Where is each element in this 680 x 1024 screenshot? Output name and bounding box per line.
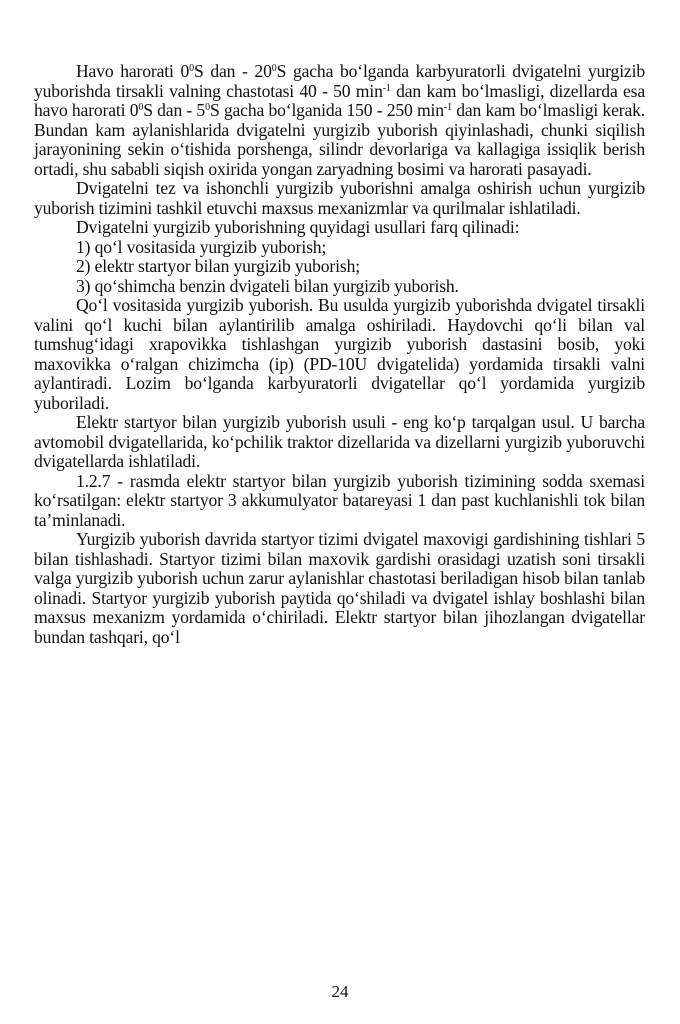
paragraph-4: Qo‘l vositasida yurgizib yuborish. Bu usulda yurgizib yuborishda dvigatel tirsakli valini qo‘l kuchi bilan aylantirilib amalga oshiriladi. Haydovchi qo‘li bilan val tumshug‘idagi xrapovikka tishlashgan yurgizib yuborish dastasini bosib, yoki maxovikka o‘ralgan chizimcha (ip) (PD-10U dvigatelida) yordamida tirsakli valni aylantiradi. Lozim bo‘lganda karbyuratorli dvigatellar qo‘l yordamida yurgizib yuboriladi.	[34, 295, 645, 413]
paragraph-3: Dvigatelni yurgizib yuborishning quyidagi usullari farq qilinadi:	[76, 217, 520, 237]
superscript: 0	[271, 63, 277, 74]
paragraph-5: Elektr startyor bilan yurgizib yuborish usuli - eng ko‘p tarqalgan usul. U barcha avtomobil dvigatellarida, ko‘pchilik traktor dizellarida va dizellarni yurgizib yuboruvchi dvigatellarda ishlatiladi.	[34, 412, 645, 471]
list-item: 1) qo‘l vositasida yurgizib yuborish;	[76, 236, 327, 257]
list-item: 2) elektr startyor bilan yurgizib yuborish;	[76, 256, 360, 276]
superscript: 0	[205, 102, 210, 113]
paragraph-7: Yurgizib yuborish davrida startyor tizimi dvigatel maxovigi gardishining tishlari 5 bilan tishlashadi. Startyor tizimi bilan maxovik gardishi orasidagi uzatish soni tirsakli valga yurgizib yuborish uchun zarur aylanishlar chastotasi beriladigan hisob bilan tanlab olinadi. Startyor yurgizib yuborish paytida qo‘shiladi va dvigatel ishlay boshlashi bilan maxsus mexanizm yordamida o‘chiriladi. Elektr startyor bilan jihozlangan dvigatellar bundan tashqari, qo‘l	[34, 529, 645, 647]
text-run: S dan - 5	[143, 100, 206, 120]
page-body	[34, 62, 645, 647]
superscript: 0	[189, 63, 194, 74]
superscript: -1	[382, 82, 391, 94]
text-run: S gacha bo‘lganda karbyuratorli dvigatelni yurgizib yuborishda tirsakli valning chastotasi 40 - 50 min	[34, 61, 645, 101]
text-run: dan kam bo‘lmasligi, dizellarda esa havo harorati 0	[34, 80, 645, 120]
text-run: S dan - 20	[193, 61, 272, 81]
paragraph-6: 1.2.7 - rasmda elektr startyor bilan yurgizib yuborish tizimining sodda sxemasi ko‘rsatilgan: elektr startyor 3 akkumulyator batareyasi 1 dan past kuchlanishli tok bilan ta’minlanadi.	[34, 470, 645, 530]
superscript: -1	[443, 102, 452, 113]
text-run: dan kam bo‘lmasligi kerak. Bundan kam aylanishlarida dvigatelni yurgizib yuborish qiyinlashadi, chunki siqilish jarayonining sekin o‘tishida porshenga, silindr devorlariga va kallagiga issiqlik berish ortadi, shu sababli siqish oxirida yongan zaryadning bosimi va harorati pasayadi.	[34, 100, 645, 179]
paragraph-2: Dvigatelni tez va ishonchli yurgizib yuborishni amalga oshirish uchun yurgizib yuborish tizimini tashkil etuvchi maxsus mexanizmlar va qurilmalar ishlatiladi.	[34, 178, 645, 218]
page-number: 24	[331, 982, 349, 1001]
paragraph-1	[34, 62, 645, 179]
superscript: 0	[138, 102, 144, 113]
list-item: 3) qo‘shimcha benzin dvigateli bilan yurgizib yuborish.	[76, 275, 459, 296]
text-run: S gacha bo‘lganida 150 - 250 min	[209, 100, 444, 120]
text-run: Havo harorati 0	[76, 61, 190, 81]
